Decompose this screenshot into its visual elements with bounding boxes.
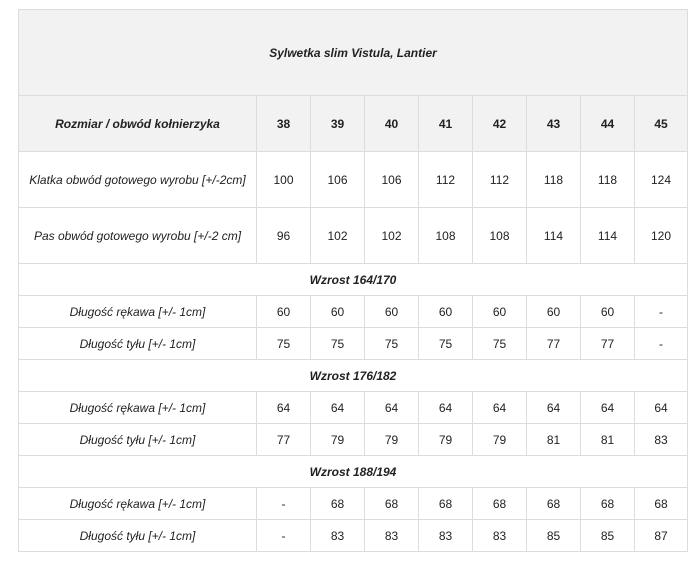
title-row [19,10,688,96]
size-chart-table [18,9,688,552]
value-cell: 60 [257,296,311,328]
value-cell: 75 [365,328,419,360]
measurement-row [19,152,688,208]
value-cell: 85 [581,520,635,552]
header-row [19,96,688,152]
value-cell: 102 [311,208,365,264]
table-row [19,328,688,360]
size-header-cell: 42 [473,96,527,152]
size-header-cell: 38 [257,96,311,152]
size-chart-body [19,10,688,552]
value-cell: 64 [419,392,473,424]
value-cell: 75 [311,328,365,360]
section-title: Wzrost 164/170 [19,264,688,296]
value-cell: 68 [473,488,527,520]
measurement-row [19,208,688,264]
value-cell: 106 [311,152,365,208]
section-header-row [19,360,688,392]
value-cell: 108 [419,208,473,264]
value-cell: 79 [311,424,365,456]
row-label: Długość rękawa [+/- 1cm] [19,488,257,520]
section-title: Wzrost 176/182 [19,360,688,392]
row-label: Pas obwód gotowego wyrobu [+/-2 cm] [19,208,257,264]
value-cell: 64 [365,392,419,424]
value-cell: 85 [527,520,581,552]
value-cell: 68 [365,488,419,520]
section-header-row [19,264,688,296]
table-row [19,520,688,552]
value-cell: - [635,328,688,360]
value-cell: 112 [419,152,473,208]
size-header-cell: 40 [365,96,419,152]
row-label: Długość tyłu [+/- 1cm] [19,328,257,360]
value-cell: 75 [473,328,527,360]
value-cell: 60 [581,296,635,328]
value-cell: 112 [473,152,527,208]
value-cell: 68 [581,488,635,520]
value-cell: 64 [257,392,311,424]
value-cell: - [635,296,688,328]
value-cell: 81 [581,424,635,456]
value-cell: 83 [419,520,473,552]
value-cell: 118 [581,152,635,208]
value-cell: 60 [419,296,473,328]
table-row [19,488,688,520]
section-title: Wzrost 188/194 [19,456,688,488]
size-header-cell: 43 [527,96,581,152]
value-cell: 68 [311,488,365,520]
value-cell: 64 [635,392,688,424]
value-cell: 64 [527,392,581,424]
value-cell: 64 [311,392,365,424]
value-cell: 68 [527,488,581,520]
section-header-row [19,456,688,488]
value-cell: 124 [635,152,688,208]
value-cell: - [257,488,311,520]
value-cell: 102 [365,208,419,264]
row-label: Długość rękawa [+/- 1cm] [19,296,257,328]
value-cell: 60 [311,296,365,328]
value-cell: 77 [581,328,635,360]
value-cell: 79 [473,424,527,456]
value-cell: 118 [527,152,581,208]
row-label: Klatka obwód gotowego wyrobu [+/-2cm] [19,152,257,208]
value-cell: 75 [419,328,473,360]
value-cell: 60 [527,296,581,328]
value-cell: 114 [581,208,635,264]
value-cell: 68 [635,488,688,520]
value-cell: 106 [365,152,419,208]
value-cell: 79 [365,424,419,456]
value-cell: 100 [257,152,311,208]
size-header-cell: 44 [581,96,635,152]
table-row [19,296,688,328]
value-cell: 79 [419,424,473,456]
value-cell: 81 [527,424,581,456]
row-label: Długość tyłu [+/- 1cm] [19,520,257,552]
value-cell: 87 [635,520,688,552]
value-cell: - [257,520,311,552]
value-cell: 83 [473,520,527,552]
table-row [19,392,688,424]
value-cell: 96 [257,208,311,264]
table-title: Sylwetka slim Vistula, Lantier [19,10,688,96]
value-cell: 64 [473,392,527,424]
header-label: Rozmiar / obwód kołnierzyka [19,96,257,152]
value-cell: 108 [473,208,527,264]
row-label: Długość rękawa [+/- 1cm] [19,392,257,424]
value-cell: 114 [527,208,581,264]
value-cell: 77 [527,328,581,360]
value-cell: 120 [635,208,688,264]
value-cell: 83 [635,424,688,456]
value-cell: 83 [365,520,419,552]
size-header-cell: 41 [419,96,473,152]
value-cell: 77 [257,424,311,456]
value-cell: 83 [311,520,365,552]
size-header-cell: 39 [311,96,365,152]
value-cell: 68 [419,488,473,520]
value-cell: 60 [473,296,527,328]
table-row [19,424,688,456]
value-cell: 75 [257,328,311,360]
value-cell: 60 [365,296,419,328]
size-header-cell: 45 [635,96,688,152]
value-cell: 64 [581,392,635,424]
row-label: Długość tyłu [+/- 1cm] [19,424,257,456]
